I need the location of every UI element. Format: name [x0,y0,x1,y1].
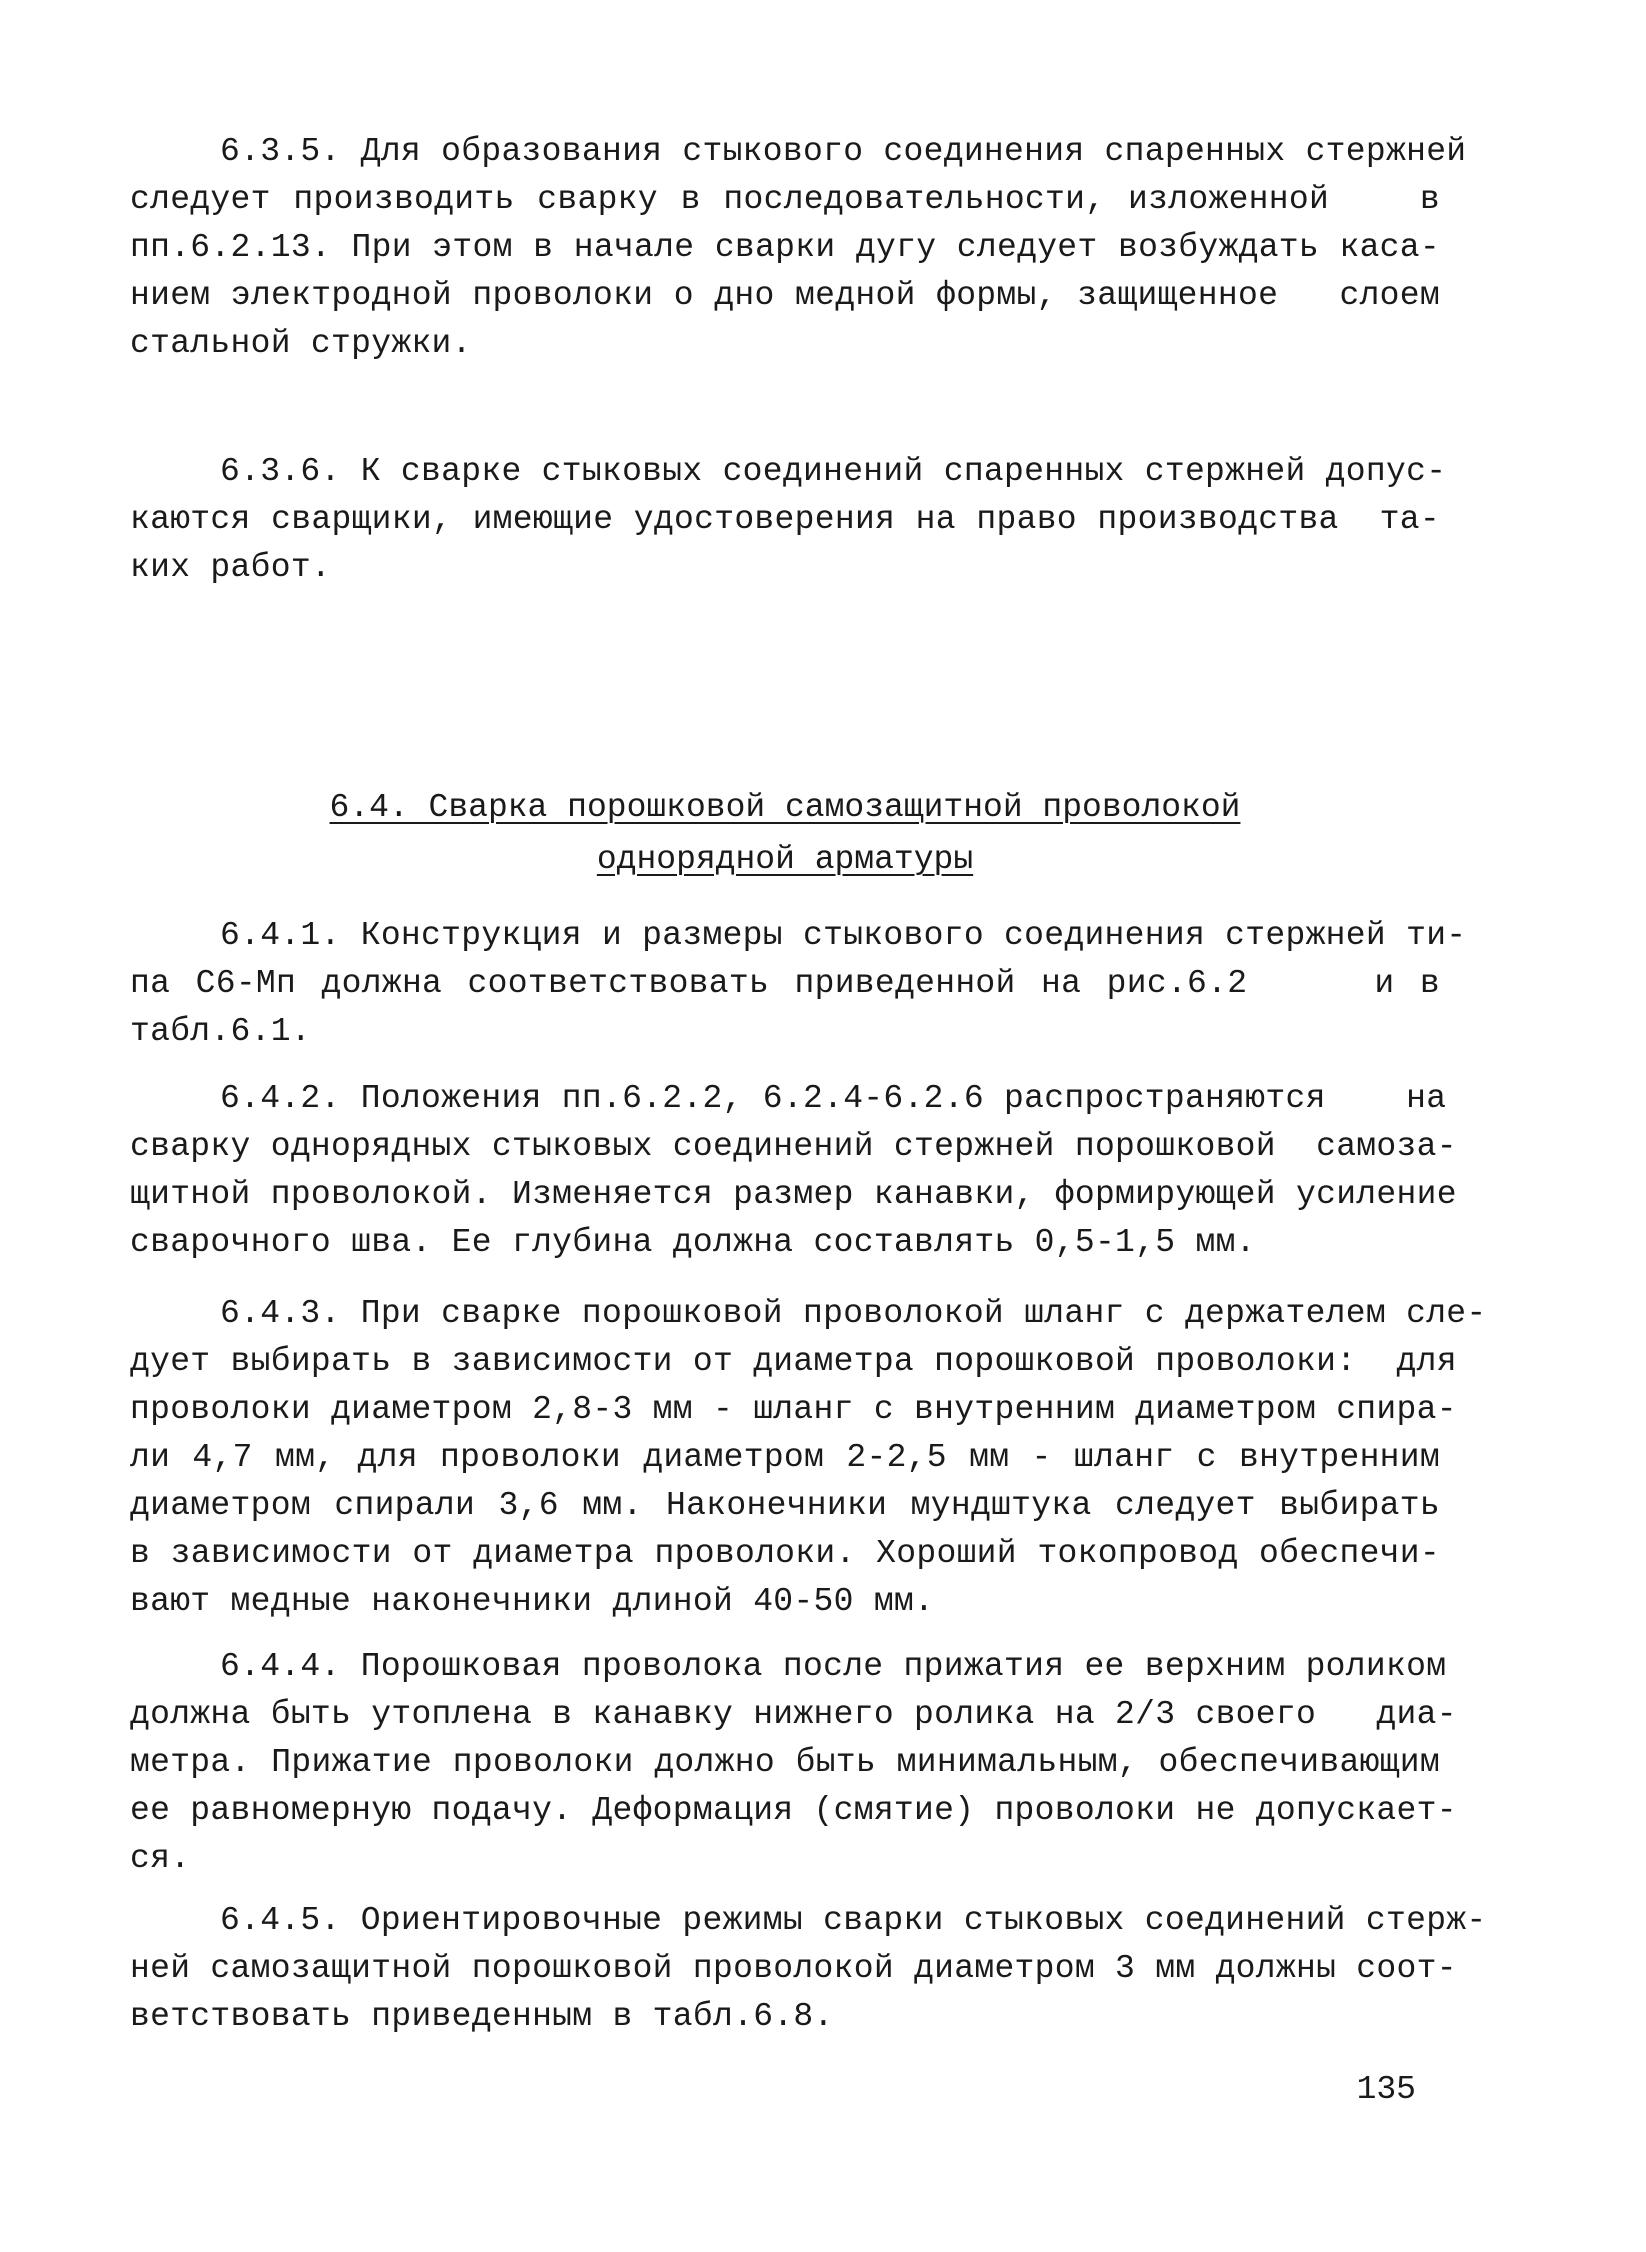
paragraph-6-4-5 [130,1897,1487,2041]
text-line: ней самозащитной порошковой проволокой диаметром 3 мм должны соот- [130,1950,1457,1987]
text-line: вают медные наконечники длиной 40-50 мм. [130,1583,935,1620]
text-line: ее равномерную подачу. Деформация (смятие) проволоки не допускает- [130,1792,1457,1829]
text-line: следует производить сварку в последовательности, изложенной в [130,181,1440,218]
text-line: в зависимости от диаметра проволоки. Хороший токопровод обеспечи- [130,1535,1440,1572]
text-line: 6.4.3. При сварке порошковой проволокой шланг с держателем сле- [220,1295,1487,1332]
text-line: пп.6.2.13. При этом в начале сварки дугу следует возбуждать каса- [130,229,1440,266]
paragraph-6-4-4 [130,1643,1457,1883]
text-line: 6.4.1. Конструкция и размеры стыкового соединения стержней ти- [220,917,1467,954]
text-line: 6.4.5. Ориентировочные режимы сварки стыковых соединений стерж- [220,1902,1487,1939]
section-heading-text: однорядной арматуры [596,841,974,878]
text-line: ся. [130,1840,191,1877]
text-line: 6.4.2. Положения пп.6.2.2, 6.2.4-6.2.6 распространяются на [220,1080,1447,1117]
section-heading-line [130,782,1440,834]
section-heading-line [130,834,1440,886]
text-line: дует выбирать в зависимости от диаметра порошковой проволоки: для [130,1343,1457,1380]
page-number: 135 [1356,2071,1416,2108]
text-line: каются сварщики, имеющие удостоверения на право производства та- [130,501,1440,538]
text-line: ких работ. [130,549,332,586]
text-line: проволоки диаметром 2,8-3 мм - шланг с внутренним диаметром спира- [130,1391,1457,1428]
text-line: 6.3.5. Для образования стыкового соединения спаренных стержней [220,133,1467,170]
text-line: па С6-Мп должна соответствовать приведенной на рис.6.2 и в [130,965,1440,1002]
paragraph-6-4-3 [130,1290,1487,1626]
paragraph-6-3-5 [130,128,1467,368]
text-line: щитной проволокой. Изменяется размер канавки, формирующей усиление [130,1176,1457,1213]
section-heading-6-4 [130,782,1440,886]
text-line: нием электродной проволоки о дно медной формы, защищенное слоем [130,277,1440,314]
text-line: 6.4.4. Порошковая проволока после прижатия ее верхним роликом [220,1648,1447,1685]
text-line: стальной стружки. [130,325,472,362]
text-line: сварочного шва. Ее глубина должна составлять 0,5-1,5 мм. [130,1224,1256,1261]
text-line: сварку однорядных стыковых соединений стержней порошковой самоза- [130,1128,1457,1165]
paragraph-6-3-6 [130,448,1447,592]
section-heading-text: 6.4. Сварка порошковой самозащитной проволокой [329,789,1241,826]
text-line: ли 4,7 мм, для проволоки диаметром 2-2,5 мм - шланг с внутренним [130,1439,1440,1476]
text-line: должна быть утоплена в канавку нижнего ролика на 2/3 своего диа- [130,1696,1457,1733]
paragraph-6-4-2 [130,1075,1457,1267]
text-line: диаметром спирали 3,6 мм. Наконечники мундштука следует выбирать [130,1487,1440,1524]
paragraph-6-4-1 [130,912,1467,1056]
text-line: 6.3.6. К сварке стыковых соединений спаренных стержней допус- [220,453,1447,490]
text-line: ветствовать приведенным в табл.6.8. [130,1998,834,2035]
text-line: табл.6.1. [130,1013,311,1050]
text-line: метра. Прижатие проволоки должно быть минимальным, обеспечивающим [130,1744,1440,1781]
